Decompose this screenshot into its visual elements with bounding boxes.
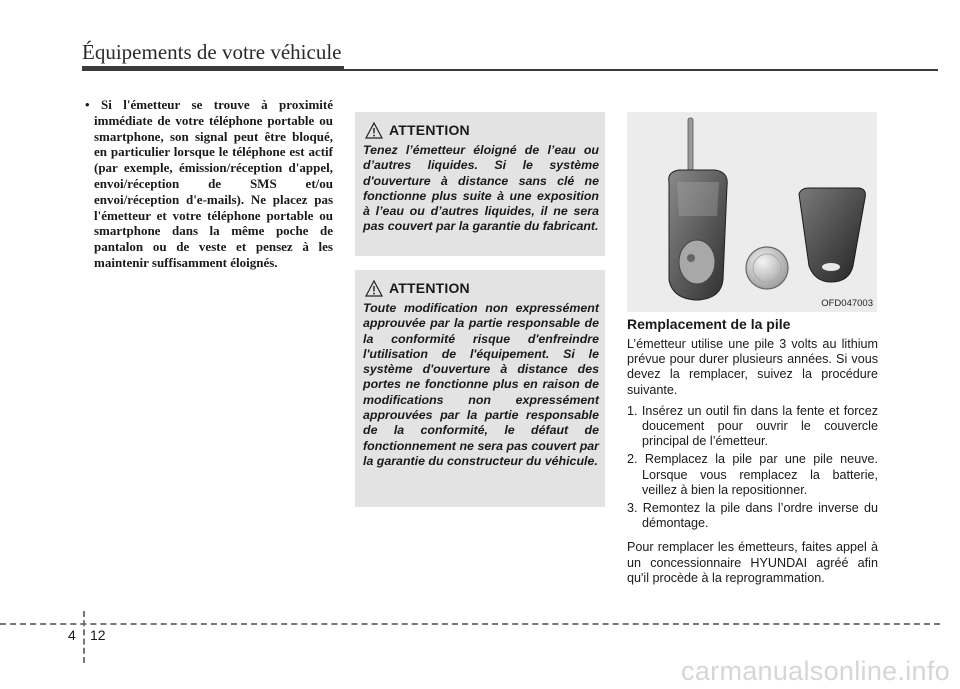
intro-paragraph: L’émetteur utilise une pile 3 volts au lithium prévue pour durer plusieurs années. Si vous devez la remplacer, suivez la procédure suivante. <box>627 337 878 397</box>
warning-triangle-icon <box>365 280 383 297</box>
header-rule <box>344 69 938 71</box>
outro-paragraph: Pour remplacer les émetteurs, faites appel à un concessionnaire HYUNDAI agréé afin qu'il procède à la reprogrammation. <box>627 540 878 585</box>
page-number: 12 <box>90 627 106 643</box>
step-item: 2. Remplacez la pile par une pile neuve. Lorsque vous remplacez la batterie, veillez à bien la repositionner. <box>627 452 878 497</box>
bullet-item: • Si l'émetteur se trouve à proximité immédiate de votre téléphone portable ou smartphone, son signal peut être bloqué, en particulier lorsque le téléphone est actif (par exemple, émission/réception d'appel, envoi/réception de SMS et/ou envoi/réception d'e-mails). Ne placez pas l'émetteur et votre téléphone portable ou smartphone dans la même poche de pantalon ou de veste et pensez à les maintenir suffisamment éloignés. <box>85 97 333 270</box>
attention-body: Toute modification non expressément approuvée par la partie responsable de la conformité risque d'enfreindre l'utilisation de l'équipement. Si le système d'ouverture à distance des portes ne fonctionne plus en raison de modifications non expressément approuvées par la partie responsable de la conformité, le défaut de fonctionnement ne sera pas couvert par la garantie du constructeur du véhicule. <box>363 301 599 468</box>
right-column <box>627 337 878 592</box>
attention-title: ATTENTION <box>389 280 470 296</box>
attention-header <box>365 278 599 298</box>
step-item: 3. Remontez la pile dans l’ordre inverse du démontage. <box>627 501 878 531</box>
attention-body: Tenez l’émetteur éloigné de l’eau ou d’autres liquides. Si le système d'ouverture à distance sans clé ne fonctionne plus suite à une exposition à l’eau ou d’autres liquides, il ne sera pas couvert par la garantie du fabricant. <box>363 143 599 234</box>
attention-title: ATTENTION <box>389 122 470 138</box>
attention-box-modification <box>355 270 605 507</box>
step-item: 1. Insérez un outil fin dans la fente et forcez doucement pour ouvrir le couvercle principal de l’émetteur. <box>627 403 878 449</box>
key-fob-battery-illustration <box>627 112 877 312</box>
section-title: Remplacement de la pile <box>627 316 791 332</box>
page-header-title: Équipements de votre véhicule <box>82 40 342 64</box>
attention-header <box>365 120 599 140</box>
header-bar <box>82 66 344 71</box>
footer-dashed-rule <box>0 623 940 625</box>
bullet-text: Si l'émetteur se trouve à proximité immédiate de votre téléphone portable ou smartphone, son signal peut être bloqué, en particulier lorsque le téléphone est actif (par exemple, émission/réception d'appel, envoi/réception de SMS et/ou envoi/réception d'e-mails). Ne placez pas l'émetteur et votre téléphone portable ou smartphone dans la même poche de pantalon ou de veste et pensez à les maintenir suffisamment éloignés. <box>94 97 333 270</box>
left-column <box>80 97 333 271</box>
figure-caption: OFD047003 <box>821 298 873 309</box>
watermark: carmanualsonline.info <box>681 656 950 686</box>
chapter-number: 4 <box>68 627 76 643</box>
attention-box-water <box>355 112 605 256</box>
footer-dashed-divider <box>83 611 85 663</box>
key-fob-figure <box>627 112 877 312</box>
warning-triangle-icon <box>365 122 383 139</box>
